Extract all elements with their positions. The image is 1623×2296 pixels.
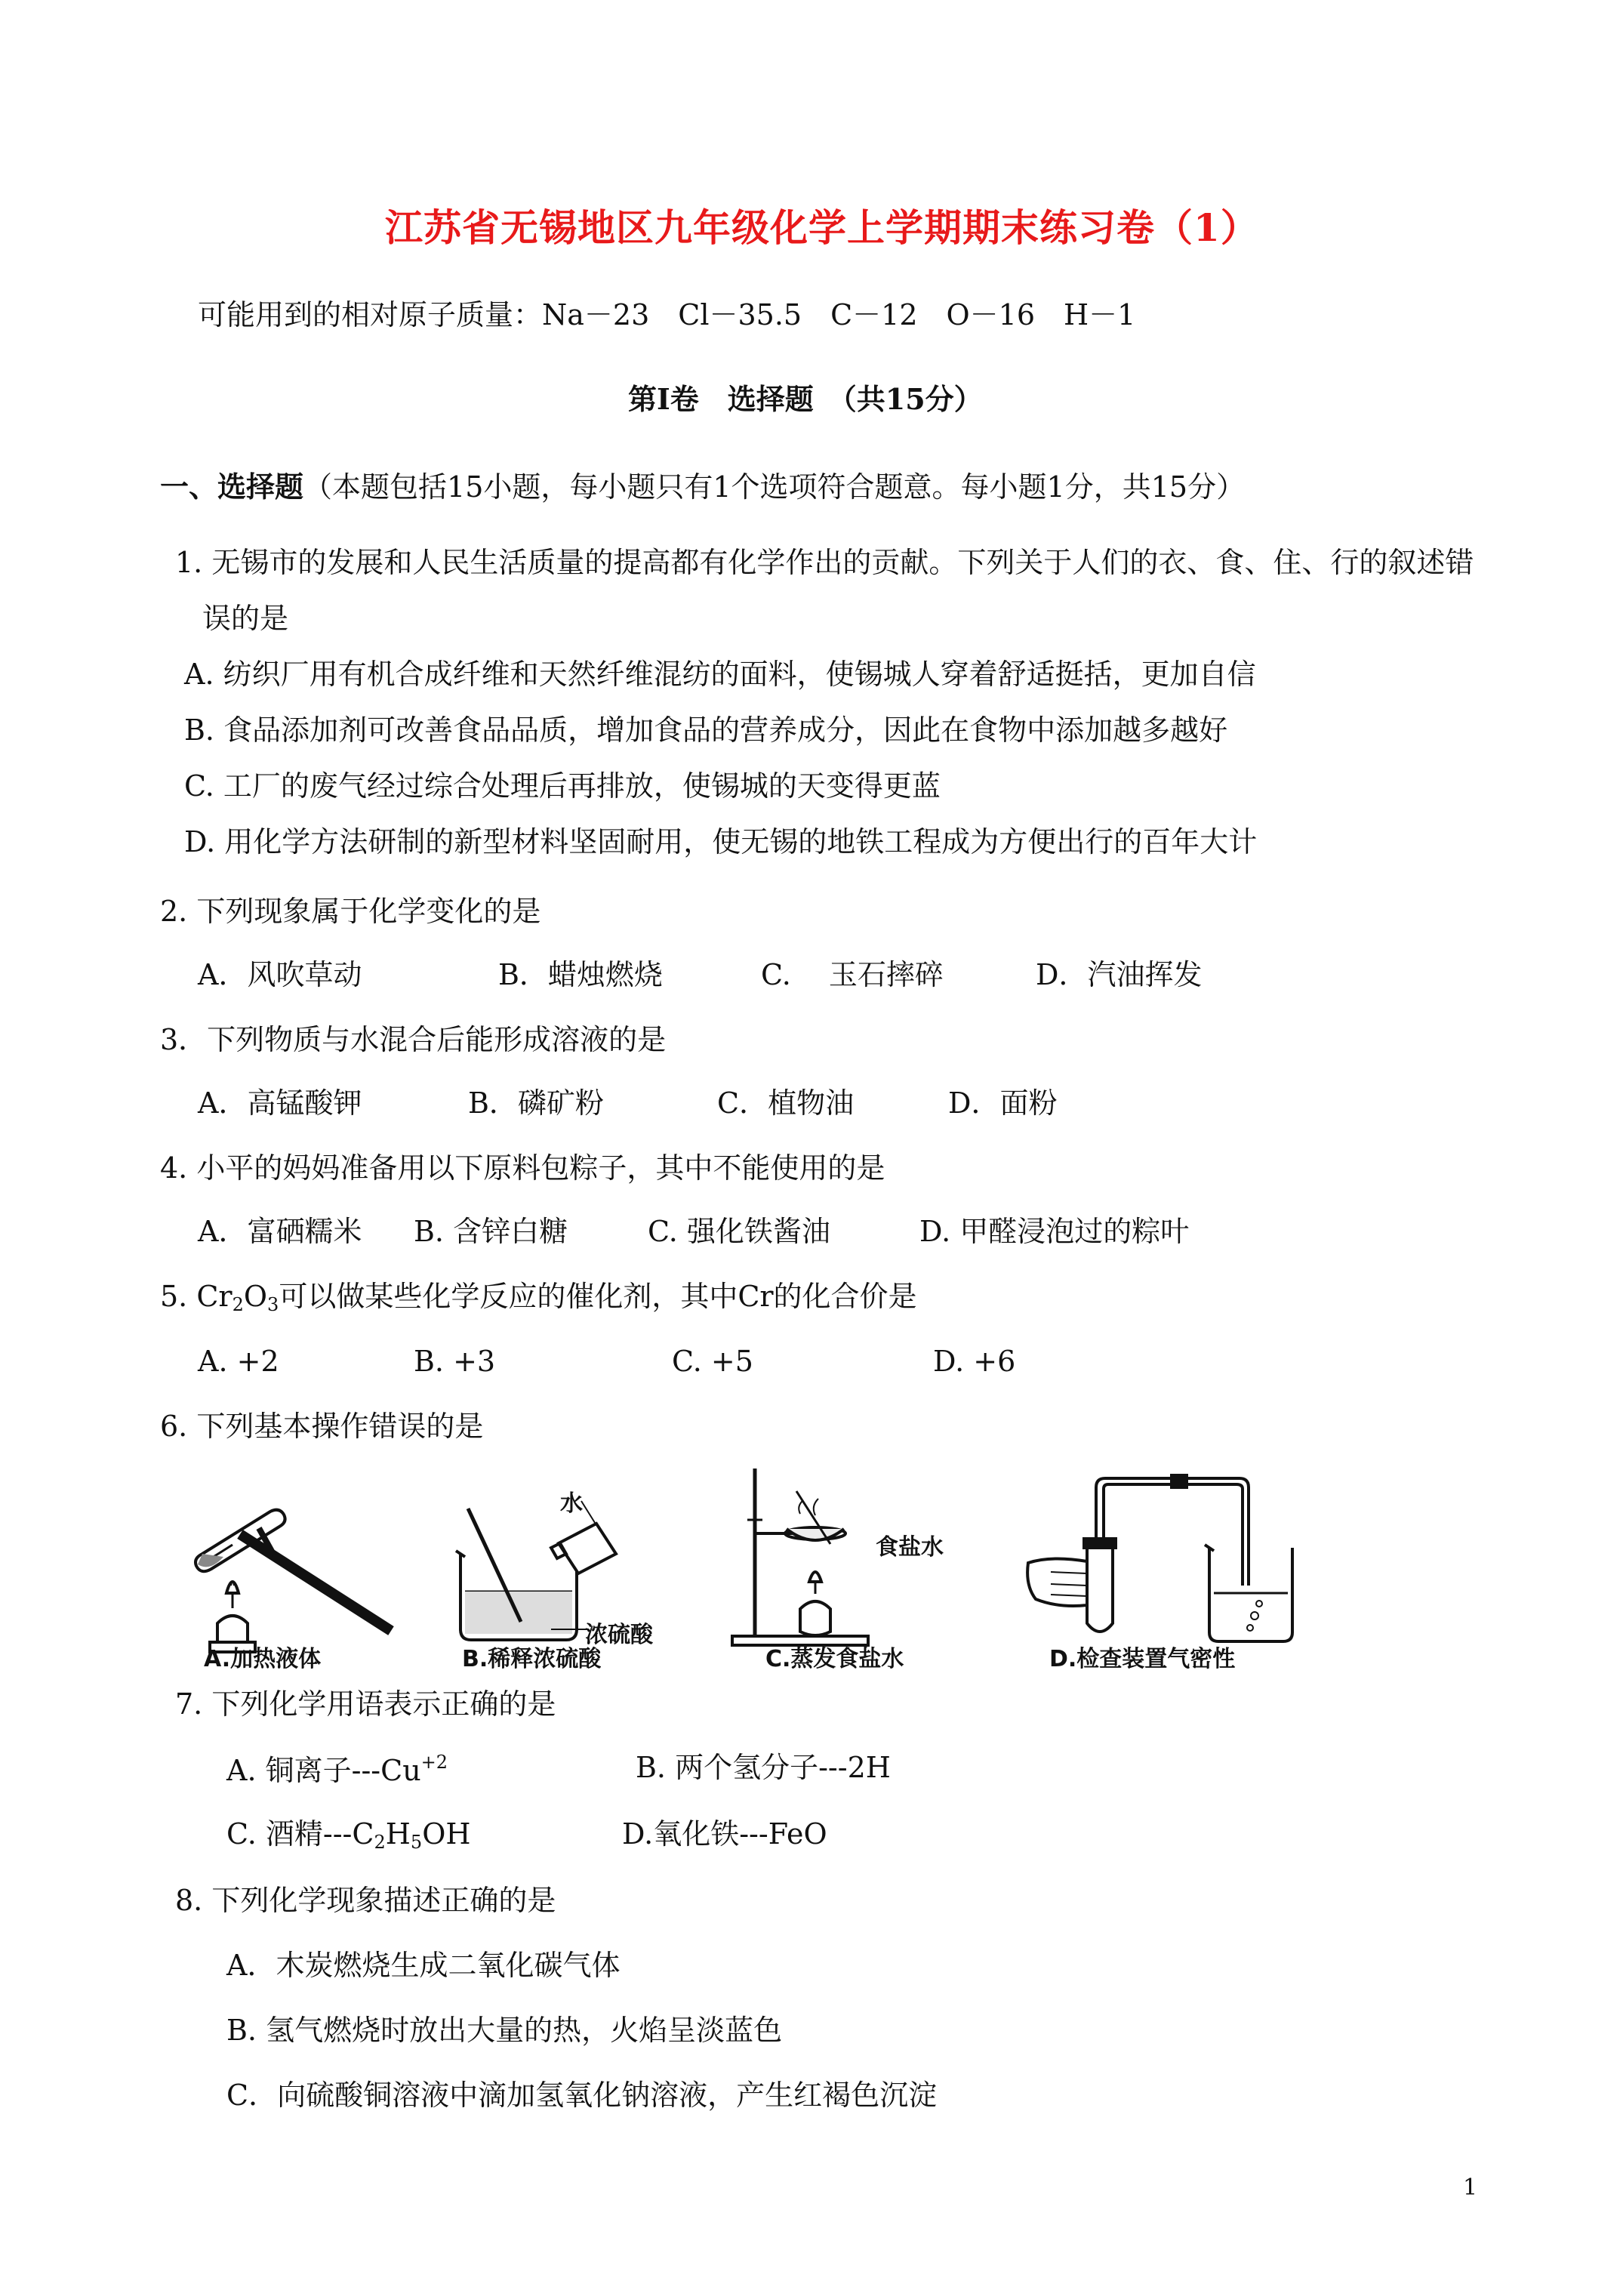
charge-superscript: +2: [420, 1752, 448, 1773]
figure-airtightness: [1021, 1472, 1315, 1653]
atomic-masses: 可能用到的相对原子质量：Na－23 Cl－35.5 C－12 O－16 H－1: [198, 298, 1136, 331]
figure-heating-liquid: [187, 1472, 414, 1661]
q8-option-b: B. 氢气燃烧时放出大量的热，火焰呈淡蓝色: [226, 2014, 783, 2047]
q2-option-b: B．蜡烛燃烧: [498, 958, 663, 991]
figure-a-caption: A.加热液体: [204, 1646, 322, 1672]
q5-number: 5.: [160, 1280, 197, 1313]
q8-option-a: A．木炭燃烧生成二氧化碳气体: [226, 1949, 621, 1982]
q6-stem: 6. 下列基本操作错误的是: [160, 1410, 484, 1443]
q7-option-d: D.氧化铁---FeO: [622, 1817, 827, 1851]
q4-option-b: B. 含锌白糖: [414, 1215, 568, 1248]
q4-option-c: C. 强化铁酱油: [648, 1215, 830, 1248]
q3-option-c: C．植物油: [717, 1086, 855, 1120]
q5-stem-text: 可以做某些化学反应的催化剂，其中Cr的化合价是: [279, 1280, 917, 1313]
q4-stem: 4. 小平的妈妈准备用以下原料包粽子，其中不能使用的是: [160, 1151, 885, 1185]
figure-d-caption: D.检查装置气密性: [1049, 1646, 1236, 1672]
q8-option-c: C．向硫酸铜溶液中滴加氢氧化钠溶液，产生红褐色沉淀: [226, 2079, 938, 2112]
q7-option-a-text: A. 铜离子---Cu: [226, 1754, 421, 1787]
part-label: 一、选择题: [160, 470, 304, 504]
q7-option-c: [226, 1817, 471, 1853]
q4-option-a: A．富硒糯米: [198, 1215, 362, 1248]
q2-option-d: D．汽油挥发: [1036, 958, 1203, 991]
q1-stem-line1: 1. 无锡市的发展和人民生活质量的提高都有化学作出的贡献。下列关于人们的衣、食、住、行的叙述错: [175, 546, 1474, 579]
q3-stem: 3．下列物质与水混合后能形成溶液的是: [160, 1023, 667, 1056]
q1-stem-line2: 误的是: [202, 602, 289, 635]
formula-sub: 3: [267, 1294, 279, 1315]
formula-h: H: [385, 1817, 411, 1851]
figure-c-caption: C.蒸发食盐水: [765, 1646, 904, 1672]
part-heading: [160, 470, 1246, 504]
formula-o: O: [243, 1280, 268, 1313]
page-number: 1: [1463, 2174, 1478, 2201]
formula-sub: 5: [410, 1832, 423, 1853]
formula-sub: 2: [232, 1294, 244, 1315]
formula-sub: 2: [374, 1832, 386, 1853]
q2-option-a: A．风吹草动: [198, 958, 362, 991]
formula-oh: OH: [422, 1817, 471, 1851]
q5-option-c: C. +5: [672, 1345, 753, 1378]
section-heading: 第Ⅰ卷 选择题 （共15分）: [628, 382, 983, 416]
q7-option-c-text: C. 酒精---C: [226, 1817, 374, 1851]
figure-b-caption: B.稀释浓硫酸: [462, 1646, 602, 1672]
q3-option-a: A．高锰酸钾: [198, 1086, 362, 1120]
q3-option-b: B．磷矿粉: [468, 1086, 604, 1120]
page-title: 江苏省无锡地区九年级化学上学期期末练习卷（1）: [385, 205, 1259, 250]
q1-option-b: B. 食品添加剂可改善食品品质，增加食品的营养成分，因此在食物中添加越多越好: [184, 713, 1228, 747]
q5-option-d: D. +6: [933, 1345, 1016, 1378]
label-salt-water: 食盐水: [876, 1534, 944, 1561]
q5-option-a: A. +2: [198, 1345, 279, 1378]
figure-evaporation: [725, 1461, 876, 1657]
q4-option-d: D. 甲醛浸泡过的粽叶: [919, 1215, 1190, 1248]
q2-option-c: C. 玉石摔碎: [761, 958, 944, 991]
q7-option-a: [226, 1753, 448, 1785]
q8-stem: 8. 下列化学现象描述正确的是: [175, 1884, 556, 1917]
q7-stem: 7. 下列化学用语表示正确的是: [175, 1687, 556, 1721]
q3-option-d: D．面粉: [948, 1086, 1058, 1120]
q5-stem: [160, 1282, 917, 1314]
q2-stem: 2. 下列现象属于化学变化的是: [160, 895, 541, 928]
q1-option-c: C. 工厂的废气经过综合处理后再排放，使锡城的天变得更蓝: [184, 769, 941, 803]
part-note: （本题包括15小题，每小题只有1个选项符合题意。每小题1分，共15分）: [303, 470, 1246, 504]
q5-option-b: B. +3: [414, 1345, 496, 1378]
q7-option-b: B. 两个氢分子---2H: [636, 1751, 891, 1784]
label-concentrated-acid: 浓硫酸: [585, 1622, 653, 1648]
q1-option-d: D. 用化学方法研制的新型材料坚固耐用，使无锡的地铁工程成为方便出行的百年大计: [184, 825, 1258, 858]
q1-option-a: A. 纺织厂用有机合成纤维和天然纤维混纺的面料，使锡城人穿着舒适挺括，更加自信: [184, 658, 1256, 691]
label-water: 水: [560, 1490, 583, 1517]
formula-cr: Cr: [196, 1280, 233, 1313]
